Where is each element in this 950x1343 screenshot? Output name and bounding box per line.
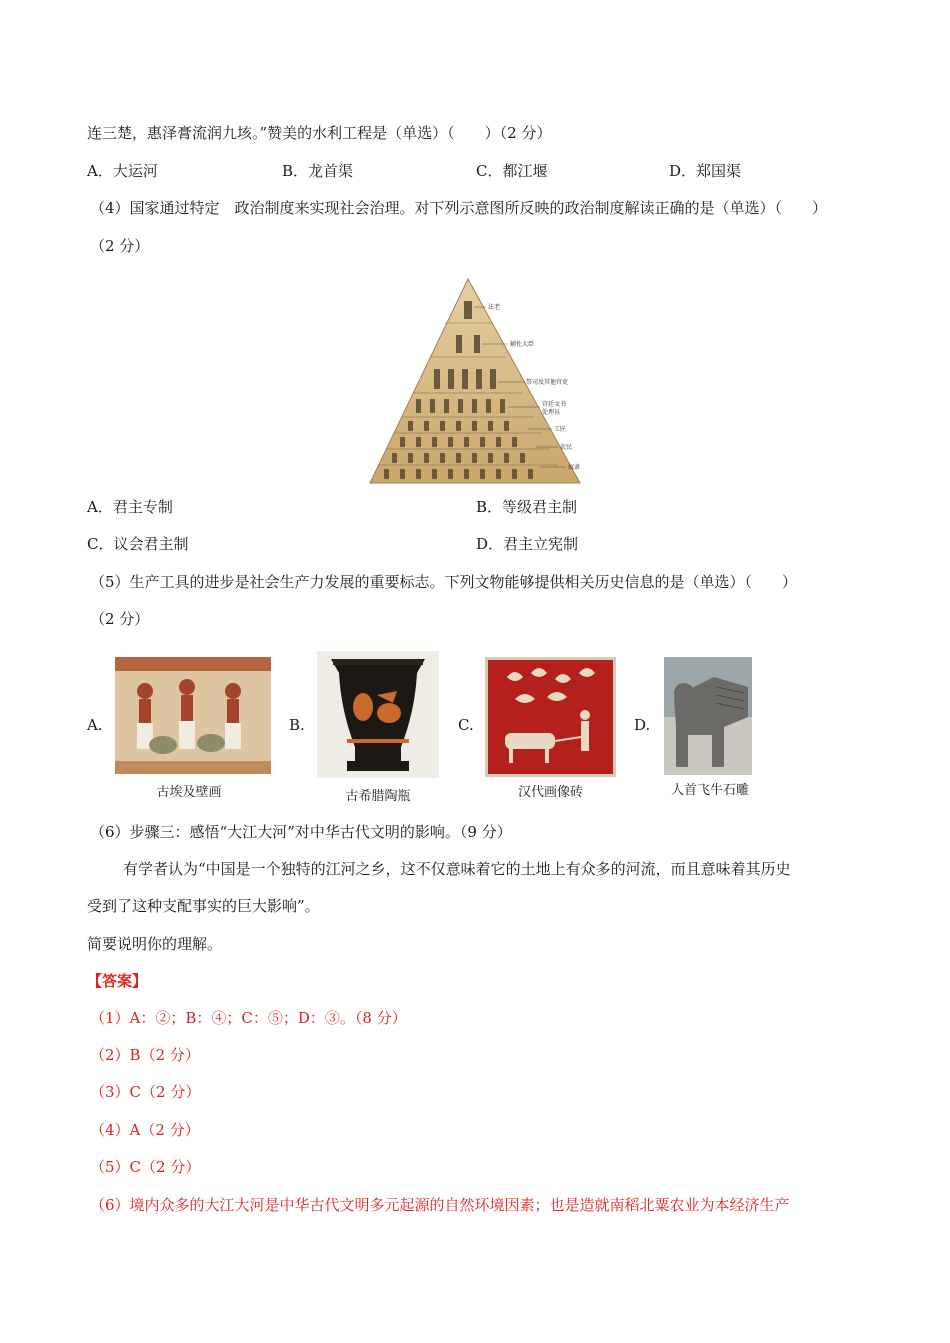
q5-letter-c[interactable]: C. [458,716,474,734]
answer-line-3: （3）C（2 分） [90,1083,201,1101]
q5-score: （2 分） [90,610,150,628]
q4-option-c[interactable]: C．议会君主制 [87,535,189,553]
q4-option-d[interactable]: D．君主立宪制 [476,535,579,553]
pyramid-diagram [368,277,584,485]
pyramid-label-priests: 祭司及其他官吏 [526,379,569,386]
q6-quote-line-1: 有学者认为“中国是一个独特的江河之乡，这不仅意味着它的土地上有众多的河流，而且意味着其历史 [123,860,791,878]
lamassu-image [664,657,752,775]
q5-caption-d: 人首飞牛石雕 [670,783,749,798]
answer-line-6: （6）境内众多的大江大河是中华古代文明多元起源的自然环境因素；也是造就南稻北粟农业为本经济生产 [90,1196,790,1214]
answer-line-1: （1）A：②；B：④；C：⑤；D：③。（8 分） [90,1009,407,1027]
q4-score: （2 分） [90,237,150,255]
pyramid-label-slaves: 奴隶 [568,464,581,471]
q4-option-b[interactable]: B．等级君主制 [476,498,578,516]
q4-option-a[interactable]: A．君主专制 [87,498,173,516]
q4-stem: （4）国家通过特定 政治制度来实现社会治理。对下列示意图所反映的政治制度解读正确的是（单选）（ ） [90,199,828,217]
q5-caption-a: 古埃及壁画 [156,785,222,800]
q3-option-d[interactable]: D．郑国渠 [669,162,742,180]
q5-letter-a[interactable]: A. [87,716,103,734]
q5-stem: （5）生产工具的进步是社会生产力发展的重要标志。下列文物能够提供相关历史信息的是（单选）（ ） [90,573,798,591]
answer-line-5: （5）C（2 分） [90,1158,201,1176]
han-brick-image [485,657,616,777]
q6-stem: （6）步骤三：感悟“大江大河”对中华古代文明的影响。（9 分） [90,823,512,841]
q6-quote-line-2: 受到了这种支配事实的巨大影响”。 [87,897,320,915]
pyramid-label-pharaoh: 法老 [488,304,501,311]
answer-heading: 【答案】 [87,972,148,990]
pyramid-label-craftsmen: 工匠 [554,426,567,433]
answer-line-4: （4）A（2 分） [90,1121,200,1139]
q6-prompt: 简要说明你的理解。 [87,935,223,953]
q3-stem: 连三楚，惠泽膏流润九垓。”赞美的水利工程是（单选）（ ）（2 分） [87,124,552,142]
q5-letter-d[interactable]: D. [634,716,651,734]
q5-caption-c: 汉代画像砖 [517,785,583,800]
egyptian-mural-image [115,657,271,774]
greek-vase-image [317,651,439,778]
answer-line-2: （2）B（2 分） [90,1046,200,1064]
pyramid-label-scribes-1: 宫廷文书 [542,401,567,408]
pyramid-label-ministers: 辅佐大臣 [510,341,535,348]
q5-caption-b: 古希腊陶瓶 [345,789,411,804]
q3-option-a[interactable]: A．大运河 [87,162,158,180]
pyramid-label-farmers: 农民 [560,444,573,451]
q3-option-b[interactable]: B．龙首渠 [282,162,354,180]
q3-option-c[interactable]: C．都江堰 [476,162,548,180]
q5-letter-b[interactable]: B. [289,716,305,734]
pyramid-label-scribes-2: 处理员 [542,409,561,416]
